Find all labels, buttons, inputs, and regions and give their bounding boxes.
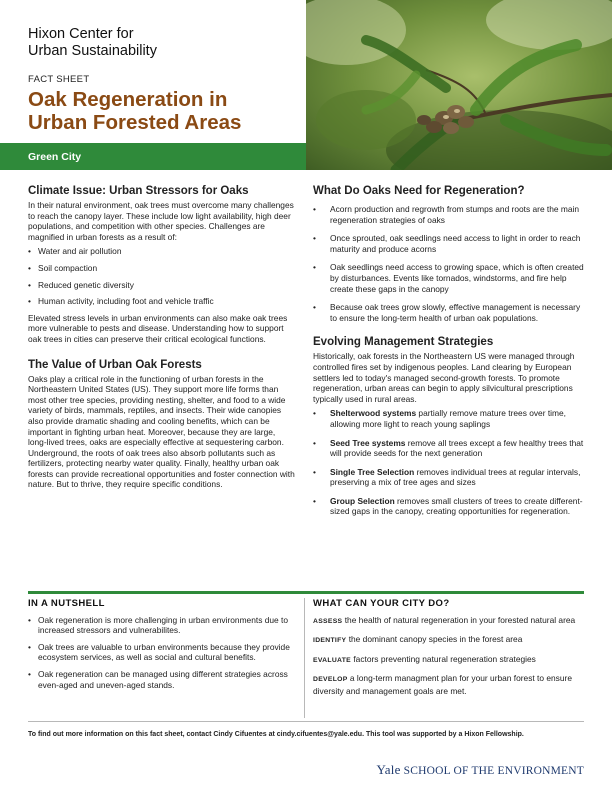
action-item xyxy=(313,654,586,667)
summary-divider xyxy=(304,598,305,718)
strategy-text: partially remove mature trees over time, allowing more light to reach young saplings xyxy=(330,408,566,429)
strategy-term: Single Tree Selection xyxy=(330,466,415,477)
nutshell-box xyxy=(28,599,290,696)
action-verb: IDENTIFY xyxy=(313,637,347,645)
list-item: • Acorn production and regrowth from stumps and roots are the main regeneration strategies of oaks xyxy=(313,204,588,225)
list-item: • Oak seedlings need access to growing space, which is often created by disturbances. Events like tornados, windstorms, and fire help create these gaps in the canopy xyxy=(313,262,588,294)
yale-wordmark: Yale xyxy=(376,762,401,777)
title-line-1: Oak Regeneration in xyxy=(28,88,228,111)
strategy-term: Shelterwood systems xyxy=(330,408,417,419)
strategy-term: Seed Tree systems xyxy=(330,437,406,448)
oak-branch-photo xyxy=(306,0,612,170)
contact-note-support: . This tool was supported by a Hixon Fellowship. xyxy=(362,731,524,738)
organization-name xyxy=(28,26,157,60)
section-band xyxy=(0,143,306,170)
nutshell-heading: IN A NUTSHELL xyxy=(28,598,105,609)
band-label: Green City xyxy=(28,151,82,163)
school-name: SCHOOL OF THE ENVIRONMENT xyxy=(403,765,584,777)
list-item: • Oak regeneration can be managed using different strategies across even-aged and uneven-aged stands. xyxy=(28,669,290,690)
management-list xyxy=(313,408,588,517)
title-line-2: Urban Forested Areas xyxy=(28,111,242,134)
list-item xyxy=(313,467,588,488)
strategy-text: removes small clusters of trees to create different-sized gaps in the canopy, creating opportunities for regeneration. xyxy=(330,495,583,517)
list-item: • Oak trees are valuable to urban environments because they provide ecosystem services, as well as social and cultural benefits. xyxy=(28,642,290,663)
left-column xyxy=(28,184,296,493)
management-intro: Historically, oak forests in the Northeastern US were managed through controlled fires set by indigenous peoples. Land clearing by European settlers led to today's managed second-growth forests. To promote regeneration, urban areas can begin to apply silvicultural prescriptions typically used in rural areas. xyxy=(313,351,575,404)
oak-branch-illustration xyxy=(306,0,612,170)
action-item xyxy=(313,634,586,647)
summary-top-rule xyxy=(28,591,584,594)
document-type: FACT SHEET xyxy=(28,74,90,85)
action-text: factors preventing natural regeneration strategies xyxy=(351,653,536,664)
city-actions-heading: WHAT CAN YOUR CITY DO? xyxy=(313,598,450,609)
org-line-1: Hixon Center for xyxy=(28,26,134,42)
section-heading-stressors: Climate Issue: Urban Stressors for Oaks xyxy=(28,185,249,197)
yale-logo xyxy=(377,762,585,778)
list-item: • Once sprouted, oak seedlings need access to light in order to reach maturity and produce acorns xyxy=(313,233,588,254)
action-item xyxy=(313,615,586,628)
list-item xyxy=(313,408,588,429)
needs-list xyxy=(313,204,588,323)
strategy-text: removes individual trees at regular intervals, preserving a mix of tree ages and sizes xyxy=(330,466,581,488)
list-item: • Soil compaction xyxy=(28,263,296,274)
list-item: • Reduced genetic diversity xyxy=(28,280,296,291)
contact-note xyxy=(28,731,588,738)
list-item xyxy=(313,496,588,517)
value-body: Oaks play a critical role in the functioning of urban forests in the Northeastern United States (US). They support more life forms than most other tree species, providing nesting, shelter, and food to a wide variety of birds, mammals, reptiles, and insects. Their wide canopies also provide dramatic shading and cooling benefits, which can be important in fighting urban heat. Moreover, because they are large, long-lived trees, oaks are especially effective at sequestering carbon. Underground, the roots of oak trees also absorb pollutants such as fertilizers, protecting nearby water quality. Finally, healthy urban oak forests can provide recreational opportunities and foster connection with nature. But to thrive, they require specific conditions. xyxy=(28,373,295,490)
list-item xyxy=(313,438,588,459)
list-item: • Oak regeneration is more challenging in urban environments due to increased stressors and vulnerabilites. xyxy=(28,615,290,636)
section-heading-management: Evolving Management Strategies xyxy=(313,336,494,349)
stressors-outro: Elevated stress levels in urban environments can also make oak trees more vulnerable to pests and disease. Understanding how to support oak trees in cities can preserve their critical ecological functions. xyxy=(28,312,288,344)
action-verb: DEVELOP xyxy=(313,676,348,684)
org-line-2: Urban Sustainability xyxy=(28,43,157,59)
list-item: • Human activity, including foot and vehicle traffic xyxy=(28,296,296,307)
section-heading-value: The Value of Urban Oak Forests xyxy=(28,358,202,371)
section-heading-needs: What Do Oaks Need for Regeneration? xyxy=(313,185,525,197)
list-item: • Water and air pollution xyxy=(28,246,296,257)
stressors-intro: In their natural environment, oak trees must overcome many challenges to reach the canopy layer. These include low light availability, high deer populations, and competition with other species. Challenges are magnified in urban forests as a result of: xyxy=(28,200,294,242)
page-title xyxy=(28,88,241,134)
stressors-list xyxy=(28,246,296,306)
action-item xyxy=(313,673,586,696)
action-text: the dominant canopy species in the forest area xyxy=(346,634,523,645)
action-text: a long-term managment plan for your urban forest to ensure diversity and management goals are met. xyxy=(313,673,572,696)
list-item: • Because oak trees grow slowly, effective management is necessary to ensure the long-term health of urban oak populations. xyxy=(313,302,588,323)
footer-rule xyxy=(28,721,584,722)
strategy-text: remove all trees except a few healthy trees that will provide seeds for the next generation xyxy=(330,437,584,459)
nutshell-list xyxy=(28,615,290,691)
action-verb: ASSESS xyxy=(313,617,343,625)
strategy-term: Group Selection xyxy=(330,495,395,506)
contact-email-link[interactable]: cindy.cifuentes@yale.edu xyxy=(276,731,363,738)
contact-note-text: To find out more information on this fact sheet, contact Cindy Cifuentes at xyxy=(28,731,277,738)
city-actions-box xyxy=(313,599,586,704)
action-verb: EVALUATE xyxy=(313,656,352,664)
right-column xyxy=(313,184,588,525)
action-text: the health of natural regeneration in your forested natural area xyxy=(342,614,576,625)
